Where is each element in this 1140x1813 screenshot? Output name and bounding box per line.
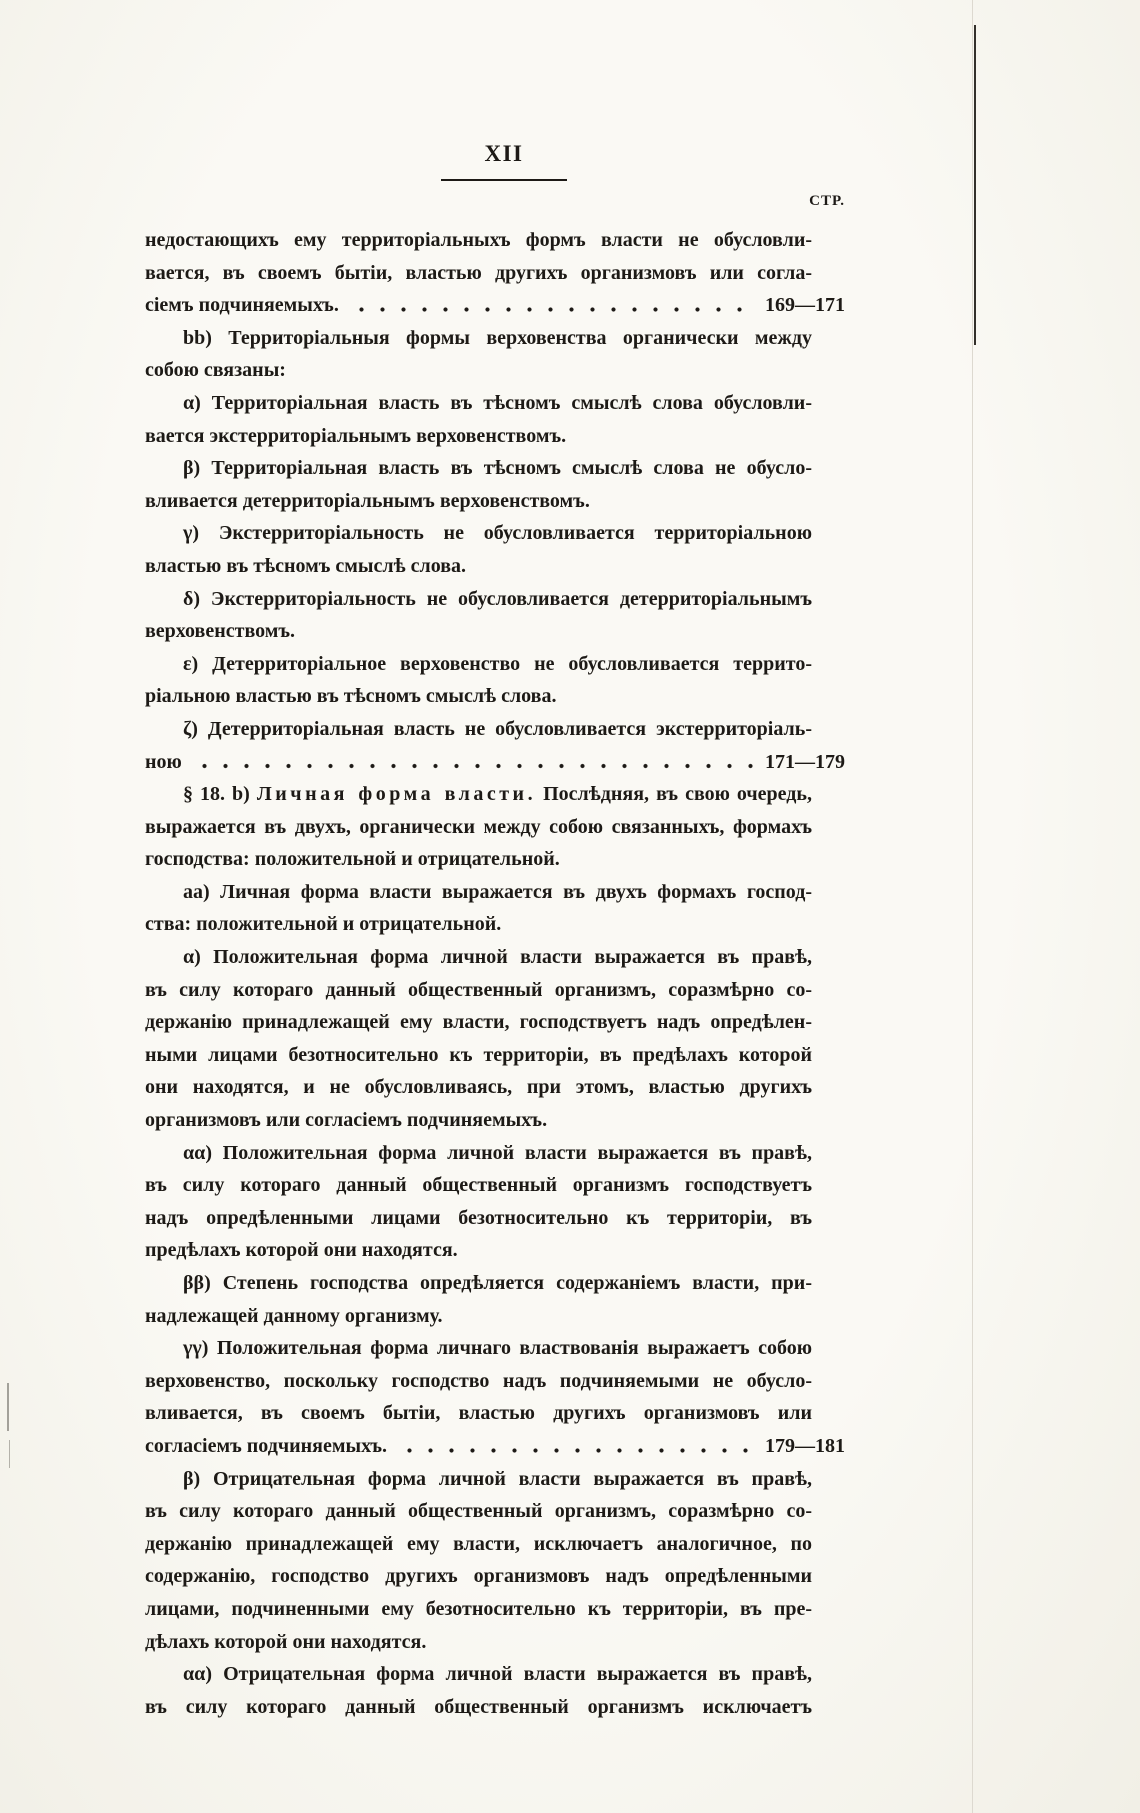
toc-text-line: ε) Детерриторіальное верховенство не обусловливается террито- bbox=[183, 652, 812, 675]
entry-text: согласіемъ подчиняемыхъ. bbox=[145, 1434, 387, 1457]
toc-text-line: вается экстерриторіальнымъ верховенствомъ. bbox=[145, 424, 567, 447]
toc-text-line: αα) Отрицательная форма личной власти выражается въ правѣ, bbox=[183, 1663, 812, 1686]
scan-artifact-left-mark bbox=[9, 1440, 10, 1468]
toc-text-line: собою связаны: bbox=[145, 359, 286, 382]
toc-text-line bbox=[145, 778, 812, 811]
toc-entry-with-pageref bbox=[145, 746, 845, 779]
toc-text-line: господства: положительной и отрицательной. bbox=[145, 848, 560, 871]
toc-text-line: αα) Положительная форма личной власти выражается въ правѣ, bbox=[183, 1141, 812, 1164]
toc-text-line: недостающихъ ему территоріальныхъ формъ власти не обусловли- bbox=[145, 229, 812, 251]
toc-text-line: ββ) Степень господства опредѣляется содержаніемъ власти, при- bbox=[183, 1272, 812, 1294]
toc-text-line: держанію принадлежащей ему власти, исключаетъ аналогичное, по bbox=[145, 1532, 812, 1555]
table-of-contents bbox=[145, 224, 845, 1723]
text-segment: Послѣдняя, въ свою очередь, bbox=[536, 783, 812, 806]
text-column bbox=[145, 141, 845, 1723]
toc-entry-with-pageref bbox=[145, 1430, 845, 1463]
toc-text-line: въ силу котораго данный общественный организмъ исключаетъ bbox=[145, 1695, 812, 1718]
toc-text-line: ζ) Детерриторіальная власть не обусловливается экстерриторіаль- bbox=[183, 717, 812, 740]
toc-text-line: надъ опредѣленными лицами безотносительно къ территоріи, въ bbox=[145, 1206, 812, 1229]
toc-text-line: ства: положительной и отрицательной. bbox=[145, 913, 502, 936]
toc-text-line: вливается детерриторіальнымъ верховенствомъ. bbox=[145, 489, 590, 512]
toc-text-line: организмовъ или согласіемъ подчиняемыхъ. bbox=[145, 1109, 548, 1132]
toc-text-line: предѣлахъ которой они находятся. bbox=[145, 1239, 458, 1262]
entry-text: сіемъ подчиняемыхъ. bbox=[145, 294, 339, 317]
dot-leader bbox=[347, 289, 755, 322]
header-rule bbox=[441, 179, 567, 181]
toc-text-line: γγ) Положительная форма личнаго властвованія выражаетъ собою bbox=[183, 1337, 812, 1360]
toc-text-line: аа) Личная форма власти выражается въ двухъ формахъ господ- bbox=[183, 880, 812, 903]
toc-text-line: въ силу котораго данный общественный организмъ господствуетъ bbox=[145, 1174, 812, 1197]
toc-text-line: держанію принадлежащей ему власти, господствуетъ надъ опредѣлен- bbox=[145, 1011, 812, 1034]
scan-artifact-right-edge bbox=[974, 25, 976, 345]
section-marker: § 18. b) bbox=[183, 783, 257, 806]
toc-text-line: ріальною властью въ тѣсномъ смыслѣ слова. bbox=[145, 685, 557, 708]
page-range: 169—171 bbox=[765, 294, 845, 317]
dot-leader bbox=[395, 1430, 755, 1463]
entry-text: ною bbox=[145, 750, 182, 773]
page-column-label: СТР. bbox=[809, 193, 845, 209]
toc-entry-with-pageref bbox=[145, 289, 845, 322]
toc-text-line: въ силу котораго данный общественный организмъ, соразмѣрно со- bbox=[145, 1500, 812, 1523]
toc-text-line: верховенство, поскольку господство надъ подчиняемыми не обусло- bbox=[145, 1369, 812, 1392]
toc-text-line: β) Отрицательная форма личной власти выражается въ правѣ, bbox=[183, 1467, 812, 1490]
toc-text-line: ными лицами безотносительно къ территоріи, въ предѣлахъ которой bbox=[145, 1043, 812, 1066]
toc-text-line: они находятся, и не обусловливаясь, при этомъ, властью другихъ bbox=[145, 1076, 812, 1099]
toc-text-line: δ) Экстерриторіальность не обусловливается детерриторіальнымъ bbox=[183, 587, 812, 610]
toc-text-line: дѣлахъ которой они находятся. bbox=[145, 1630, 427, 1653]
scan-artifact-left-mark bbox=[7, 1383, 9, 1431]
page-range: 171—179 bbox=[765, 750, 845, 773]
spaced-term: Личная форма власти. bbox=[256, 783, 537, 806]
toc-text-line: γ) Экстерриторіальность не обусловливается территоріальною bbox=[183, 522, 812, 545]
page-range: 179—181 bbox=[765, 1434, 845, 1457]
toc-text-line: выражается въ двухъ, органически между собою связанныхъ, формахъ bbox=[145, 815, 812, 838]
toc-text-line: α) Территоріальная власть въ тѣсномъ смыслѣ слова обусловли- bbox=[183, 391, 812, 414]
page-number-heading: XII bbox=[484, 141, 524, 166]
toc-text-line: β) Территоріальная власть въ тѣсномъ смыслѣ слова не обусло- bbox=[183, 457, 812, 480]
toc-text-line: надлежащей данному организму. bbox=[145, 1304, 443, 1327]
toc-text-line: въ силу котораго данный общественный организмъ, соразмѣрно со- bbox=[145, 978, 812, 1001]
toc-text-line: властью въ тѣсномъ смыслѣ слова. bbox=[145, 554, 467, 577]
toc-text-line: вливается, въ своемъ бытіи, властью другихъ организмовъ или bbox=[145, 1402, 812, 1425]
toc-text-line: содержанію, господство другихъ организмовъ надъ опредѣленными bbox=[145, 1565, 812, 1588]
scan-page-edge-line bbox=[972, 0, 973, 1813]
toc-text-line: верховенствомъ. bbox=[145, 620, 296, 643]
toc-text-line: α) Положительная форма личной власти выражается въ правѣ, bbox=[183, 946, 812, 969]
toc-text-line: bb) Территоріальныя формы верховенства органически между bbox=[183, 326, 812, 349]
dot-leader bbox=[190, 746, 755, 779]
toc-text-line: вается, въ своемъ бытіи, властью другихъ организмовъ или согла- bbox=[145, 261, 812, 284]
toc-text-line: лицами, подчиненными ему безотносительно къ территоріи, въ пре- bbox=[145, 1597, 812, 1620]
